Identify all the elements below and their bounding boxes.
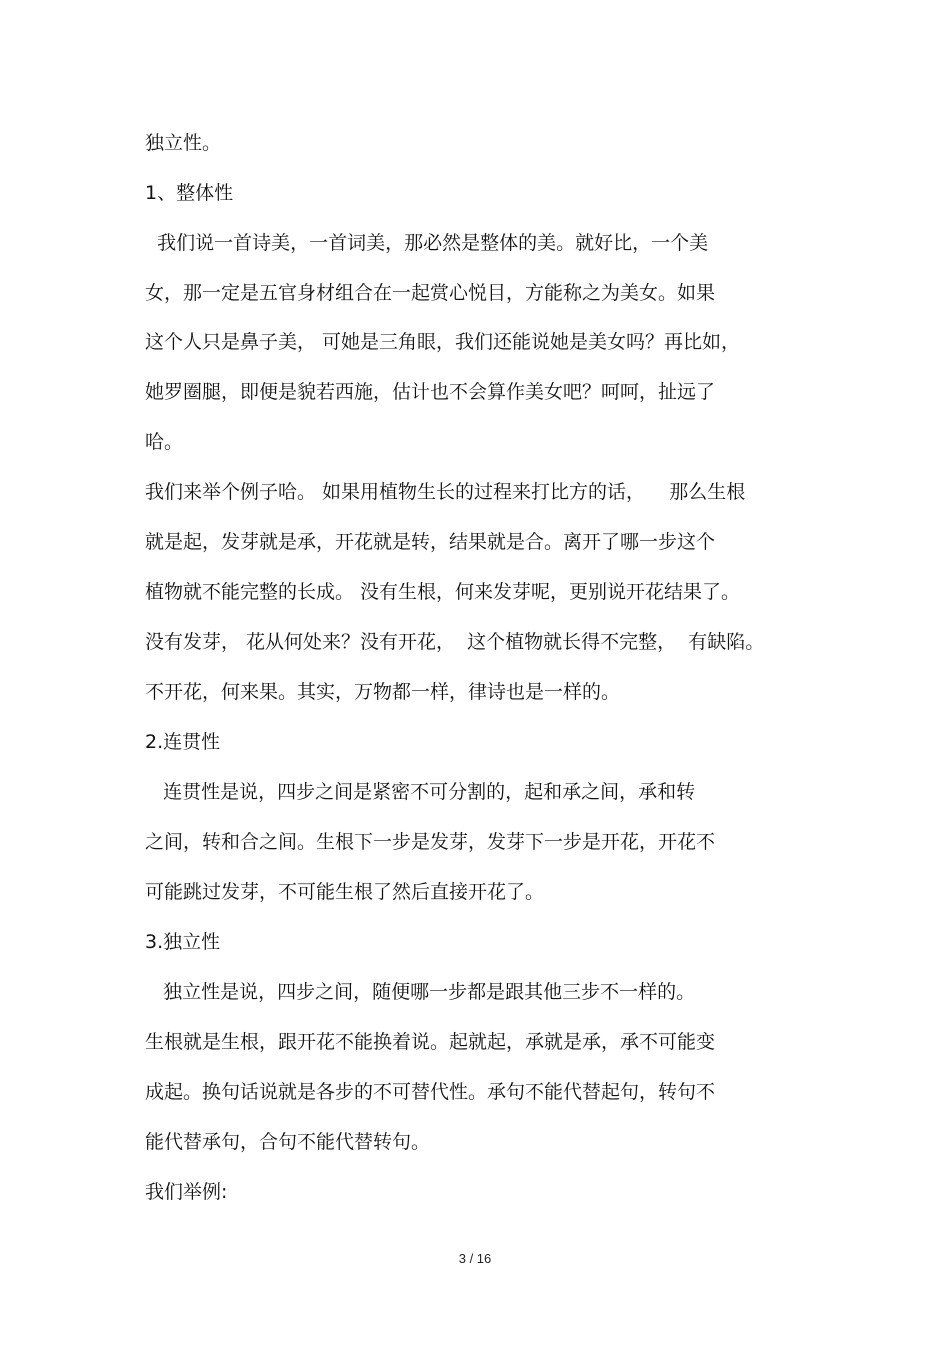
body-line: 哈。 xyxy=(145,431,184,453)
body-line: 独立性。 xyxy=(145,132,222,154)
body-line: 成起。换句话说就是各步的不可替代性。承句不能代替起句，转句不 xyxy=(145,1081,716,1103)
body-line: 我们来举个例子哈。 如果用植物生长的过程来打比方的话， 那么生根 xyxy=(145,481,746,503)
body-line: 不开花，何来果。其实，万物都一样，律诗也是一样的。 xyxy=(145,681,621,703)
body-line: 她罗圈腿，即便是貌若西施，估计也不会算作美女吧？呵呵，扯远了 xyxy=(145,381,716,403)
section-heading: 2.连贯性 xyxy=(145,731,221,753)
body-line: 能代替承句，合句不能代替转句。 xyxy=(145,1131,431,1153)
body-line: 独立性是说，四步之间，随便哪一步都是跟其他三步不一样的。 xyxy=(145,981,696,1003)
body-line: 植物就不能完整的长成。 没有生根，何来发芽呢，更别说开花结果了。 xyxy=(145,581,741,603)
body-line: 我们举例: xyxy=(145,1181,228,1203)
section-heading: 1、整体性 xyxy=(145,182,234,204)
body-line: 没有发芽， 花从何处来？没有开花， 这个植物就长得不完整， 有缺陷。 xyxy=(145,631,765,653)
body-line: 就是起，发芽就是承，开花就是转，结果就是合。离开了哪一步这个 xyxy=(145,531,716,553)
section-heading: 3.独立性 xyxy=(145,931,221,953)
body-line: 我们说一首诗美，一首词美，那必然是整体的美。就好比，一个美 xyxy=(145,232,709,254)
body-line: 之间，转和合之间。生根下一步是发芽，发芽下一步是开花，开花不 xyxy=(145,831,716,853)
body-line: 女，那一定是五官身材组合在一起赏心悦目，方能称之为美女。如果 xyxy=(145,282,716,304)
body-line: 连贯性是说，四步之间是紧密不可分割的，起和承之间，承和转 xyxy=(145,781,696,803)
body-line: 生根就是生根，跟开花不能换着说。起就起，承就是承，承不可能变 xyxy=(145,1031,716,1053)
body-line: 可能跳过发芽，不可能生根了然后直接开花了。 xyxy=(145,881,545,903)
body-line: 这个人只是鼻子美， 可她是三角眼，我们还能说她是美女吗？再比如， xyxy=(145,331,741,353)
page-number: 3 / 16 xyxy=(458,1251,492,1266)
